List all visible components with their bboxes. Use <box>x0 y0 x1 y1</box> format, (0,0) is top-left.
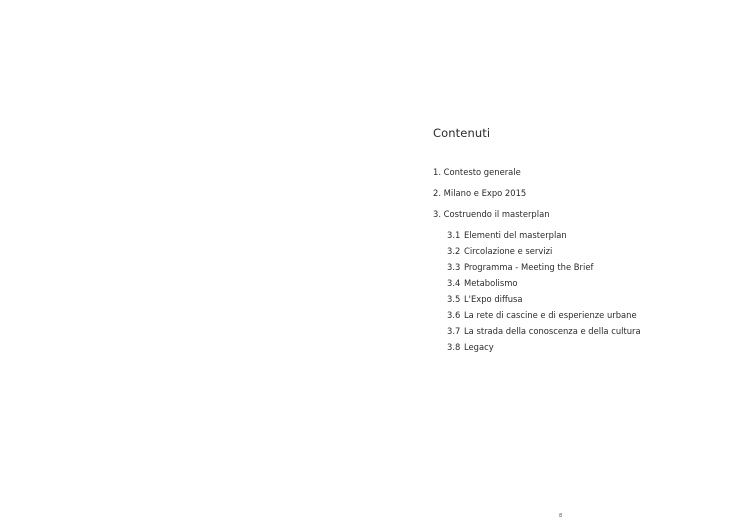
toc-subsection-3-7 <box>447 326 641 337</box>
toc-subsection-number: 3.6 <box>447 310 461 320</box>
toc-subsection-label: Legacy <box>464 342 494 352</box>
toc-subsection-number: 3.5 <box>447 294 461 304</box>
toc-subsection-number: 3.7 <box>447 326 461 336</box>
toc-subsection-3-5 <box>447 294 523 305</box>
toc-subsection-label: Circolazione e servizi <box>464 246 553 256</box>
table-of-contents <box>433 125 733 352</box>
toc-title: Contenuti <box>433 126 491 140</box>
toc-subsection-number: 3.8 <box>447 342 461 352</box>
toc-subsection-number: 3.1 <box>447 230 461 240</box>
toc-subsection-3-4 <box>447 278 518 289</box>
toc-section-1: 1. Contesto generale <box>433 167 521 177</box>
toc-subsection-3-1 <box>447 230 567 241</box>
toc-subsection-label: Elementi del masterplan <box>464 230 567 240</box>
toc-subsection-number: 3.4 <box>447 278 461 288</box>
toc-subsection-3-2 <box>447 246 552 257</box>
toc-subsection-3-6 <box>447 310 637 321</box>
toc-subsection-label: La strada della conoscenza e della cultura <box>464 326 641 336</box>
toc-subsection-label: Metabolismo <box>464 278 518 288</box>
toc-subsection-label: L'Expo diffusa <box>464 294 523 304</box>
toc-subsection-label: Programma - Meeting the Brief <box>464 262 594 272</box>
toc-subsection-number: 3.3 <box>447 262 461 272</box>
toc-subsection-label: La rete di cascine e di esperienze urbane <box>464 310 637 320</box>
toc-section-2: 2. Milano e Expo 2015 <box>433 188 527 198</box>
toc-subsection-3-8 <box>447 342 494 353</box>
page-number: 8 <box>559 513 563 519</box>
toc-subsection-3-3 <box>447 262 593 273</box>
toc-section-3: 3. Costruendo il masterplan <box>433 209 550 219</box>
toc-subsection-number: 3.2 <box>447 246 461 256</box>
